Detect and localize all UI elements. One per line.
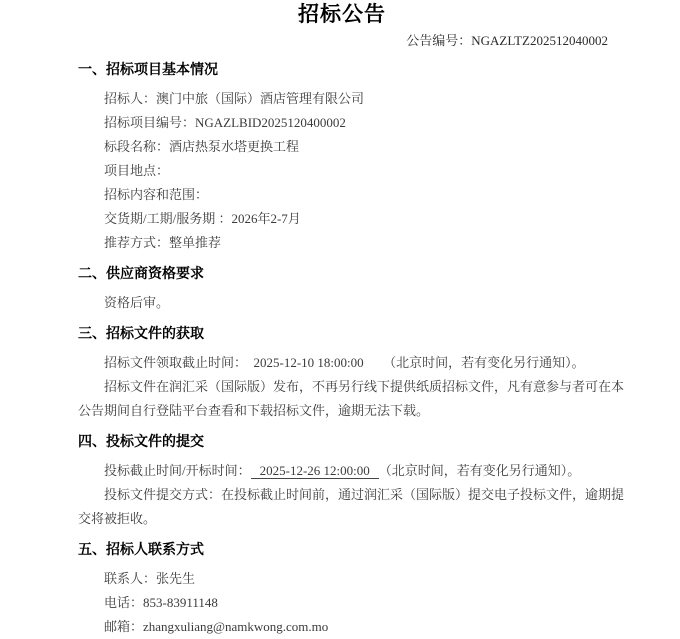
section-body-project-info [78,87,628,255]
section-body-bid-submission [78,459,628,531]
field-recommendation-method: 推荐方式：整单推荐 [104,235,222,250]
notice-number-label: 公告编号： [406,33,472,48]
contact-email-line: 邮箱：zhangxuliang@namkwong.com.mo [104,619,329,634]
section-heading-supplier-qualification: 二、供应商资格要求 [78,265,204,281]
document-release-paragraph: 招标文件在润汇采（国际版）发布，不再另行线下提供纸质招标文件，凡有意参与者可在本公告期间自行登陆平台查看和下载招标文件，逾期无法下载。 [78,379,625,418]
contact-phone-line: 电话：853-83911148 [104,595,218,610]
field-lot-name: 标段名称：酒店热泵水塔更换工程 [104,139,300,154]
notice-number-line [78,33,628,49]
field-tenderer: 招标人：澳门中旅（国际）酒店管理有限公司 [104,91,365,106]
qualification-review-text: 资格后审。 [104,295,170,310]
section-body-document-acquisition [78,351,628,423]
bid-deadline-value: 2025-12-26 12:00:00 [251,463,379,479]
contact-person-line: 联系人：张先生 [104,571,196,586]
section-heading-project-info: 一、招标项目基本情况 [78,61,218,77]
bid-submission-method-paragraph: 投标文件提交方式：在投标截止时间前，通过润汇采（国际版）提交电子投标文件，逾期提交将被拒收。 [78,487,625,526]
section-heading-bid-submission: 四、投标文件的提交 [78,433,204,449]
notice-number-value: NGAZLTZ202512040002 [471,33,608,48]
section-body-supplier-qualification [78,291,628,315]
section-body-contact-info [78,567,628,639]
bid-deadline-label: 投标截止时间/开标时间： [104,463,251,478]
field-project-location: 项目地点： [104,163,170,178]
bid-deadline-suffix: （北京时间，若有变化另行通知）。 [378,463,581,478]
document-pickup-deadline-line: 招标文件领取截止时间： 2025-12-10 18:00:00 （北京时间，若有变化另行通知）。 [104,355,585,370]
field-scope: 招标内容和范围： [104,187,209,202]
section-heading-document-acquisition: 三、招标文件的获取 [78,325,204,341]
field-project-number: 招标项目编号：NGAZLBID2025120400002 [104,115,346,130]
field-delivery-period: 交货期/工期/服务期 ：2026年2-7月 [104,211,301,226]
section-heading-contact-info: 五、招标人联系方式 [78,541,204,557]
bid-deadline-line [78,459,628,483]
document-title: 招标公告 [298,3,386,26]
